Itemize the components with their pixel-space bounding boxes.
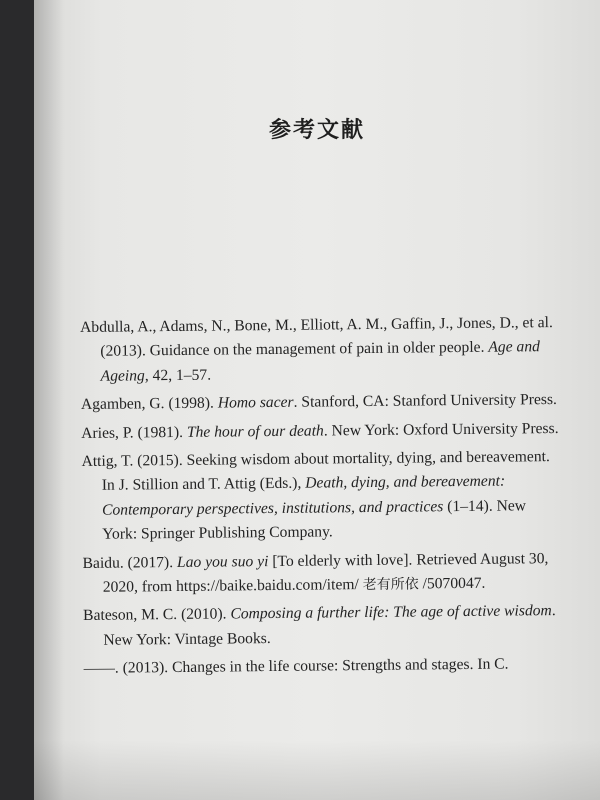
reference-list bbox=[80, 311, 564, 686]
reference-entry: Baidu. (2017). Lao you suo yi [To elderly with love]. Retrieved August 30, 2020, from https://baike.baidu.com/item/ 老有所依 /5070047. bbox=[82, 549, 549, 596]
page-bottom-shadow bbox=[34, 740, 600, 800]
reference-entry: Abdulla, A., Adams, N., Bone, M., Elliott, A. M., Gaffin, J., Jones, D., et al. (2013). Guidance on the management of pain in older people. Age and Ageing, 42, 1–57. bbox=[80, 314, 553, 385]
reference-entry: Agamben, G. (1998). Homo sacer. Stanford, CA: Stanford University Press. bbox=[80, 391, 557, 414]
book-page bbox=[34, 0, 600, 800]
page-title: 参考文献 bbox=[268, 118, 365, 143]
reference-entry: ——. (2013). Changes in the life course: Strengths and stages. In C. bbox=[83, 655, 509, 678]
reference-entry: Aries, P. (1981). The hour of our death. New York: Oxford University Press. bbox=[81, 419, 559, 442]
reference-entry: Attig, T. (2015). Seeking wisdom about mortality, dying, and bereavement. In J. Stillion and T. Attig (Eds.), Death, dying, and bereavement: Contemporary perspectives, institutions, and practices (1–14). New York: Springer Publishing Company. bbox=[81, 448, 550, 544]
reference-entry: Bateson, M. C. (2010). Composing a further life: The age of active wisdom. New York: Vintage Books. bbox=[83, 602, 556, 649]
